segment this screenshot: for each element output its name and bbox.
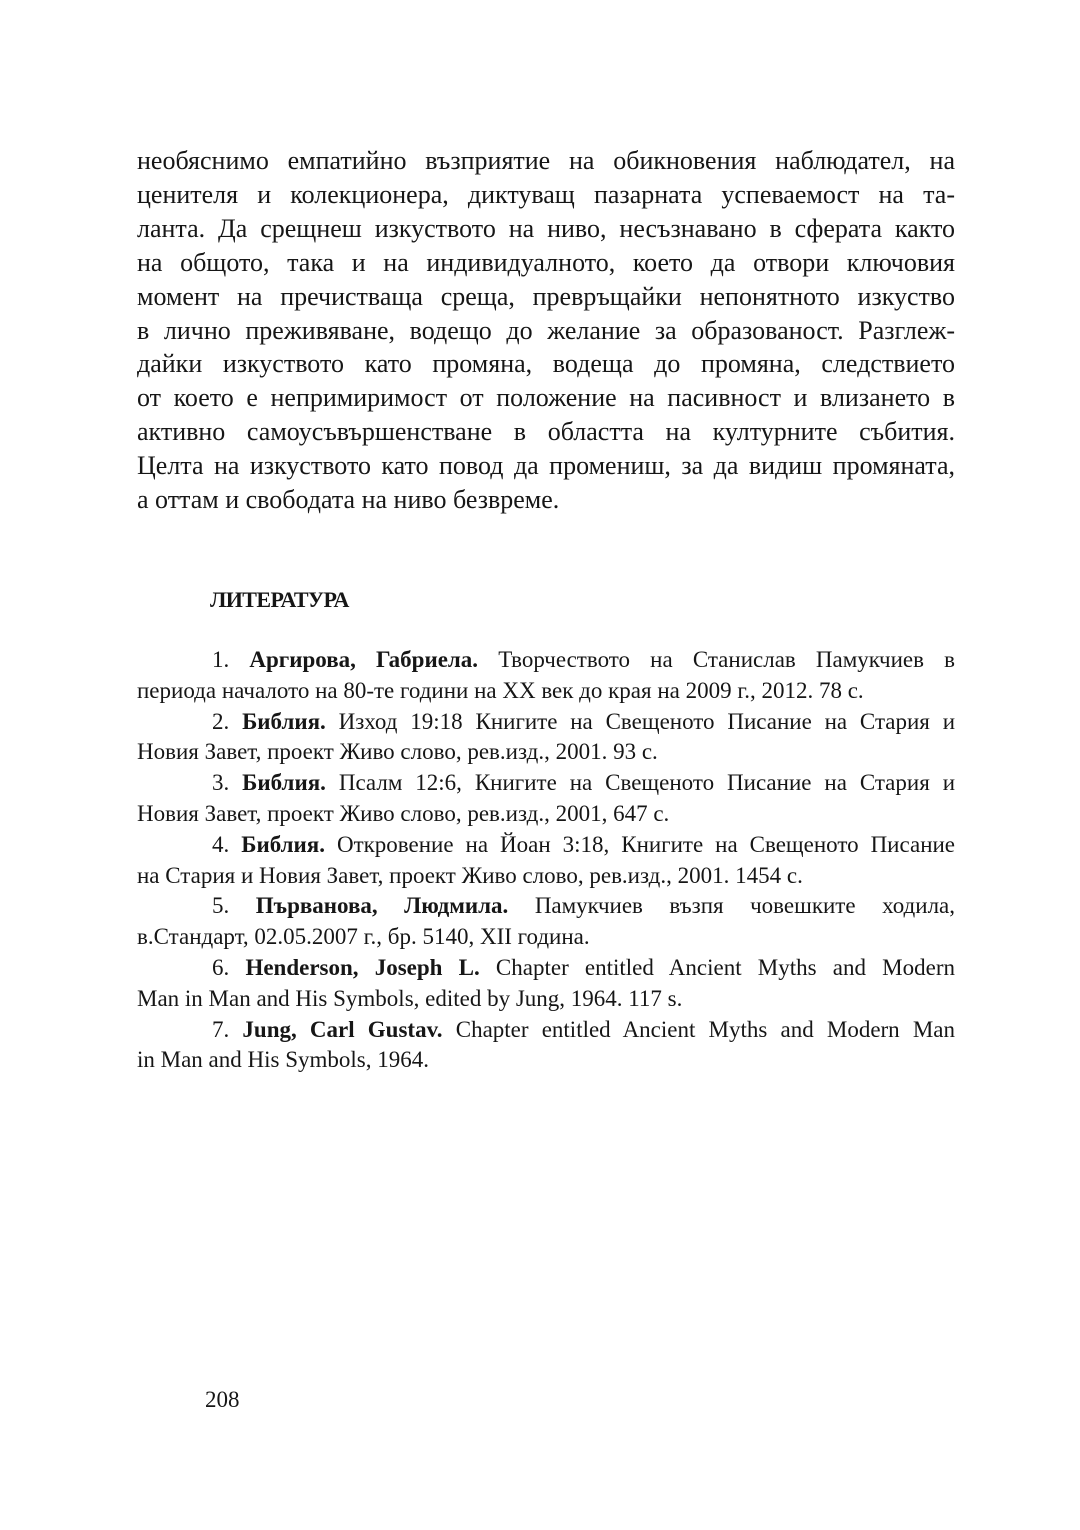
reference-first-line xyxy=(137,953,955,984)
reference-continuation: периода началото на 80-те години на XX век до края на 2009 г., 2012. 78 с. xyxy=(137,677,864,703)
reference-item xyxy=(137,768,955,830)
reference-title: Chapter entitled Ancient Myths and Modern Man xyxy=(455,1016,956,1042)
reference-first-line xyxy=(137,768,955,799)
reference-first-line xyxy=(137,645,955,676)
body-line: на общото, така и на индивидуалното, което да отвори ключовия xyxy=(137,247,955,277)
reference-continuation: Man in Man and His Symbols, edited by Jung, 1964. 117 s. xyxy=(137,985,683,1011)
reference-item xyxy=(137,830,955,892)
reference-title: Откровение на Йоан 3:18, Книгите на Свещеното Писание xyxy=(336,831,956,857)
body-line: Целта на изкуството като повод да промениш, за да видиш промяната, xyxy=(137,451,955,481)
reference-continuation: Новия Завет, проект Живо слово, рев.изд., 2001, 647 с. xyxy=(137,800,670,826)
references-heading: ЛИТЕРАТУРА xyxy=(210,587,349,612)
body-line: дайки изкуството като промяна, водеща до промяна, следствието xyxy=(137,349,955,379)
body-line: ланта. Да срещнеш изкуството на ниво, несъзнавано в сферата както xyxy=(137,213,955,243)
reference-item xyxy=(137,645,955,707)
body-line: необяснимо емпатийно възприятие на обикновения наблюдател, на xyxy=(137,146,955,175)
body-paragraph xyxy=(137,144,955,517)
reference-item xyxy=(137,953,955,1015)
reference-author: Аргирова, Габриела. xyxy=(249,647,479,672)
body-line: момент на пречистваща среща, превръщайки непонятното изкуство xyxy=(137,281,955,311)
reference-title: Псалм 12:6, Книгите на Свещеното Писание на Стария и xyxy=(338,770,956,796)
reference-item xyxy=(137,891,955,953)
body-line: в лично преживяване, водещо до желание за образованост. Разглеж- xyxy=(137,315,955,345)
reference-title: Творчеството на Станислав Памукчиев в xyxy=(498,647,956,672)
reference-first-line xyxy=(137,891,955,922)
reference-number: 7. xyxy=(212,1016,230,1042)
reference-continuation: на Стария и Новия Завет, проект Живо слово, рев.изд., 2001. 1454 с. xyxy=(137,862,803,888)
reference-author: Първанова, Людмила. xyxy=(255,893,509,919)
reference-title: Изход 19:18 Книгите на Свещеното Писание на Стария и xyxy=(338,708,956,734)
reference-title: Памукчиев възпя човешките ходила, xyxy=(534,893,956,919)
reference-first-line xyxy=(137,707,955,738)
reference-number: 2. xyxy=(212,708,230,734)
reference-number: 3. xyxy=(212,770,230,796)
reference-author: Jung, Carl Gustav. xyxy=(242,1016,443,1042)
reference-author: Библия. xyxy=(241,831,325,857)
body-line-last: а оттам и свободата на ниво безвреме. xyxy=(137,485,560,515)
reference-number: 4. xyxy=(212,831,230,857)
reference-first-line xyxy=(137,830,955,861)
reference-continuation: Новия Завет, проект Живо слово, рев.изд., 2001. 93 с. xyxy=(137,739,658,765)
reference-number: 6. xyxy=(212,954,230,980)
body-line: активно самоусъвършенстване в областта на културните събития. xyxy=(137,417,955,447)
page-number: 208 xyxy=(205,1387,240,1412)
reference-first-line xyxy=(137,1015,955,1046)
reference-title: Chapter entitled Ancient Myths and Modern xyxy=(495,954,955,980)
reference-author: Библия. xyxy=(242,708,326,734)
reference-number: 5. xyxy=(212,893,230,919)
reference-author: Библия. xyxy=(242,770,326,796)
reference-continuation: in Man and His Symbols, 1964. xyxy=(137,1047,429,1073)
body-line: от което е непримиримост от положение на пасивност и влизането в xyxy=(137,383,955,413)
references-list xyxy=(137,645,955,1076)
reference-continuation: в.Стандарт, 02.05.2007 г., бр. 5140, XII година. xyxy=(137,924,590,950)
reference-author: Henderson, Joseph L. xyxy=(245,954,480,980)
reference-item xyxy=(137,707,955,769)
reference-item xyxy=(137,1015,955,1077)
reference-number: 1. xyxy=(212,647,230,672)
body-line: ценителя и колекционера, диктуващ пазарната успеваемост на та- xyxy=(137,179,955,209)
